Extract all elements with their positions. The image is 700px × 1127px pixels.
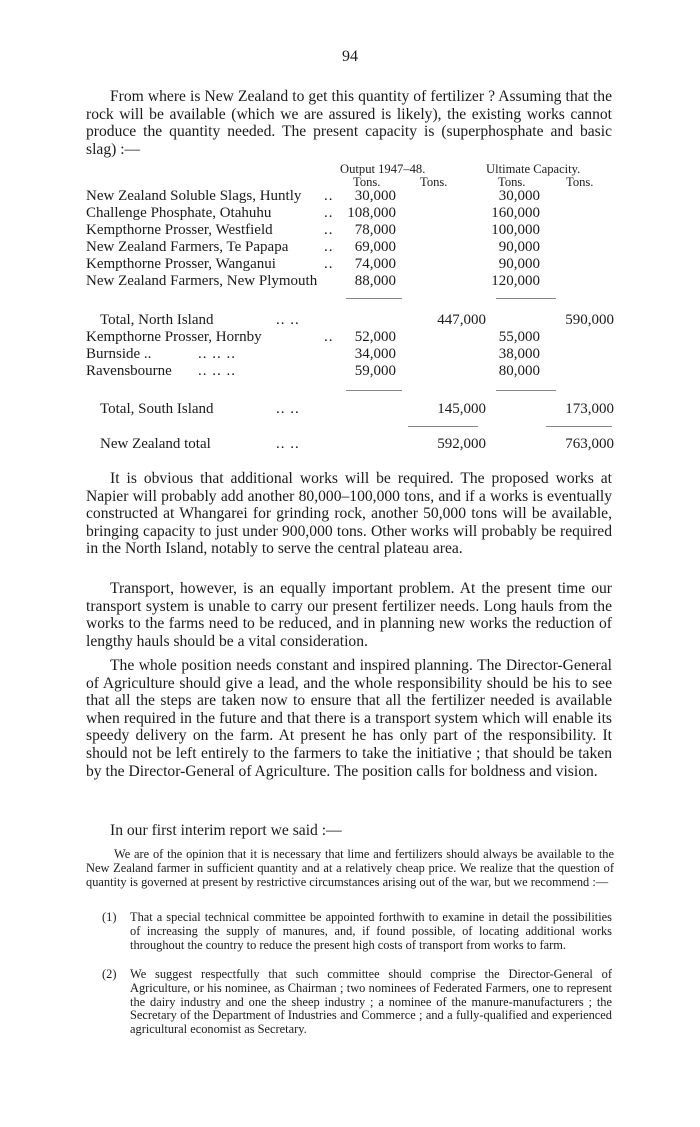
table-row bbox=[86, 256, 626, 273]
body-paragraph: Transport, however, is an equally important problem. At the present time our transport system is unable to carry our present fertilizer needs. Long hauls from the works to the farms need to be reduced, and in planning new works the reduction of lengthy hauls should be a vital consideration. bbox=[86, 580, 612, 650]
quoted-paragraph: We are of the opinion that it is necessary that lime and fertilizers should always be available to the New Zealand farmer in sufficient quantity and at a relatively cheap price. We realize that the question of quantity is governed at present by restrictive circumstances arising out of the war, but we recommend :— bbox=[86, 847, 614, 889]
table-row bbox=[86, 363, 626, 380]
recommendation-item bbox=[102, 910, 612, 952]
header-unit: Tons. bbox=[420, 175, 448, 189]
leader-dots: .. bbox=[324, 256, 334, 272]
output-value: 74,000 bbox=[354, 256, 396, 272]
sum-rule bbox=[496, 390, 556, 391]
table-row bbox=[86, 346, 626, 363]
works-name: Ravensbourne bbox=[86, 363, 172, 379]
page-number: 94 bbox=[342, 48, 358, 65]
total-row-south bbox=[86, 401, 626, 418]
table-row bbox=[86, 329, 626, 346]
leader-dots: .. .. bbox=[276, 401, 300, 417]
table-row bbox=[86, 222, 626, 239]
item-number: (2) bbox=[102, 967, 117, 981]
output-value: 59,000 bbox=[354, 363, 396, 379]
sum-rule bbox=[546, 426, 612, 427]
total-label: Total, North Island bbox=[100, 312, 214, 328]
output-value: 78,000 bbox=[354, 222, 396, 238]
intro-paragraph: From where is New Zealand to get this quantity of fertilizer ? Assuming that the rock will be available (which we are assured is likely), the existing works cannot produce the quantity needed. The present capacity is (superphosphate and basic slag) :— bbox=[86, 88, 612, 158]
works-name: New Zealand Soluble Slags, Huntly bbox=[86, 188, 302, 204]
ultimate-value: 120,000 bbox=[491, 273, 540, 289]
total-row-nz bbox=[86, 436, 626, 453]
item-text: That a special technical committee be appointed forthwith to examine in detail the possibilities of increasing the supply of manures, and, if found possible, of locating additional works throughout the country to reduce the present high costs of transport from works to farm. bbox=[130, 910, 612, 952]
sum-rule bbox=[346, 298, 402, 299]
body-paragraph: It is obvious that additional works will be required. The proposed works at Napier will probably add another 80,000–100,000 tons, and if a works is eventually constructed at Whangarei for grinding rock, another 50,000 tons will be available, bringing capacity to just under 900,000 tons. Other works will probably be required in the North Island, notably to serve the central plateau area. bbox=[86, 470, 612, 558]
output-value: 52,000 bbox=[354, 329, 396, 345]
sum-rule bbox=[346, 390, 402, 391]
ultimate-value: 38,000 bbox=[498, 346, 540, 362]
leader-dots: .. .. bbox=[276, 312, 300, 328]
ultimate-total: 763,000 bbox=[565, 436, 614, 452]
leader-dots: .. .. .. bbox=[198, 363, 236, 379]
output-value: 34,000 bbox=[354, 346, 396, 362]
output-value: 88,000 bbox=[354, 273, 396, 289]
sum-rule bbox=[496, 298, 556, 299]
total-row-north bbox=[86, 312, 626, 329]
body-paragraph: In our first interim report we said :— bbox=[110, 822, 342, 839]
leader-dots: .. bbox=[324, 239, 334, 255]
sum-rule bbox=[408, 426, 478, 427]
works-name: Kempthorne Prosser, Wanganui bbox=[86, 256, 276, 272]
leader-dots: .. .. .. bbox=[198, 346, 236, 362]
output-total: 447,000 bbox=[437, 312, 486, 328]
total-label: New Zealand total bbox=[100, 436, 211, 452]
total-label: Total, South Island bbox=[100, 401, 214, 417]
leader-dots: .. bbox=[324, 329, 334, 345]
body-paragraph: The whole position needs constant and inspired planning. The Director-General of Agriculture should give a lead, and the whole responsibility should be his to see that all the steps are taken now to ensure that all the fertilizer needed is available when required in the future and that there is a transport system which will enable its speedy delivery on the farm. At present he has only part of the responsibility. It should not be left entirely to the farmers to take the initiative ; that should be taken by the Director-General of Agriculture. The position calls for boldness and vision. bbox=[86, 657, 612, 780]
leader-dots: .. .. bbox=[276, 436, 300, 452]
output-total: 145,000 bbox=[437, 401, 486, 417]
ultimate-total: 173,000 bbox=[565, 401, 614, 417]
item-number: (1) bbox=[102, 910, 117, 924]
works-name: Kempthorne Prosser, Hornby bbox=[86, 329, 262, 345]
leader-dots: .. bbox=[324, 222, 334, 238]
header-unit: Tons. bbox=[566, 175, 594, 189]
ultimate-value: 90,000 bbox=[498, 256, 540, 272]
works-name: New Zealand Farmers, Te Papapa bbox=[86, 239, 289, 255]
ultimate-value: 160,000 bbox=[491, 205, 540, 221]
output-value: 30,000 bbox=[354, 188, 396, 204]
ultimate-value: 100,000 bbox=[491, 222, 540, 238]
ultimate-value: 55,000 bbox=[498, 329, 540, 345]
ultimate-total: 590,000 bbox=[565, 312, 614, 328]
item-text: We suggest respectfully that such committee should comprise the Director-General of Agriculture, or his nominee, as Chairman ; two nominees of Federated Farmers, one to represent the dairy industry and one the sheep industry ; a nominee of the manure-manufacturers ; the Secretary of the Department of Industries and Commerce ; and a fully-qualified and experienced agricultural economist as Secretary. bbox=[130, 967, 612, 1037]
output-value: 69,000 bbox=[354, 239, 396, 255]
table-row bbox=[86, 239, 626, 256]
works-name: Kempthorne Prosser, Westfield bbox=[86, 222, 273, 238]
table-row bbox=[86, 205, 626, 222]
ultimate-value: 80,000 bbox=[498, 363, 540, 379]
recommendation-item bbox=[102, 967, 612, 1037]
table-row bbox=[86, 273, 626, 290]
output-value: 108,000 bbox=[347, 205, 396, 221]
ultimate-value: 30,000 bbox=[498, 188, 540, 204]
table-row bbox=[86, 188, 626, 205]
leader-dots: .. bbox=[324, 188, 334, 204]
output-total: 592,000 bbox=[437, 436, 486, 452]
works-name: Burnside .. bbox=[86, 346, 152, 362]
header-ultimate: Ultimate Capacity. bbox=[486, 162, 581, 176]
works-name: Challenge Phosphate, Otahuhu bbox=[86, 205, 272, 221]
leader-dots: .. bbox=[324, 205, 334, 221]
header-output: Output 1947–48. bbox=[340, 162, 426, 176]
works-name: New Zealand Farmers, New Plymouth bbox=[86, 273, 318, 289]
header-unit: Tons. bbox=[498, 175, 526, 189]
header-unit: Tons. bbox=[353, 175, 381, 189]
ultimate-value: 90,000 bbox=[498, 239, 540, 255]
